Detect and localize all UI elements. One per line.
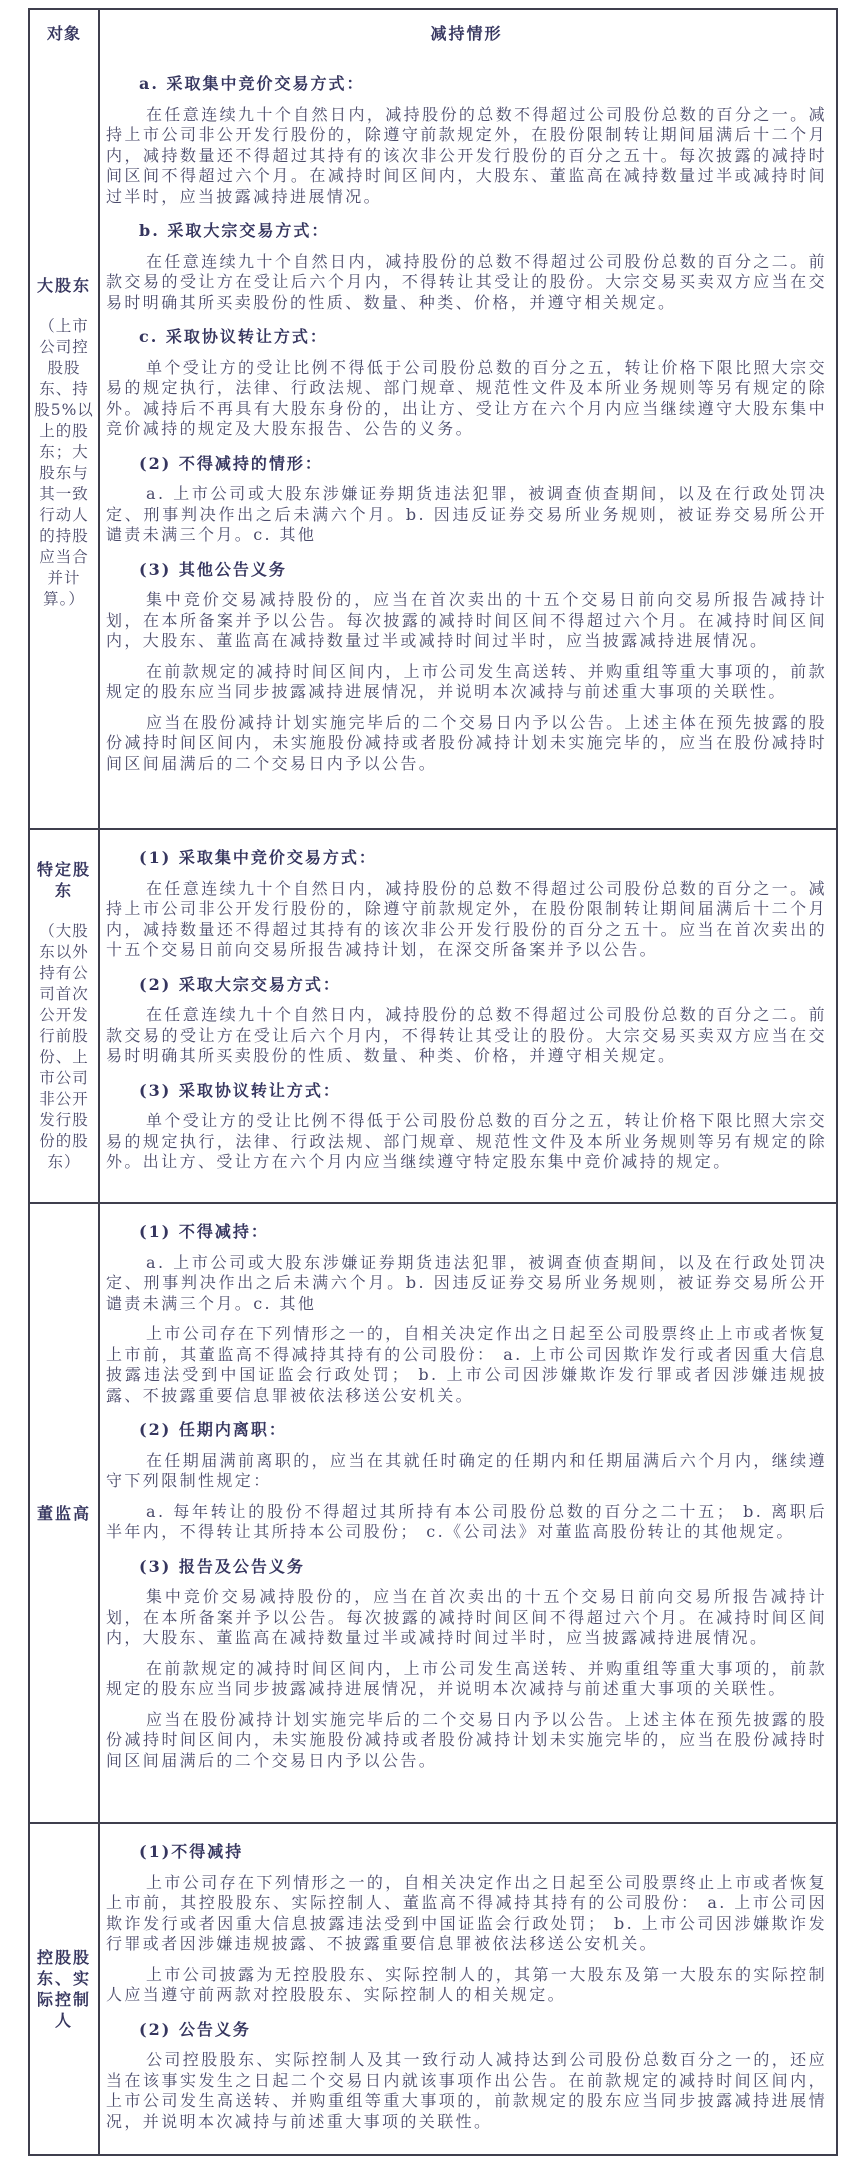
subject-note: （上市公司控股股东、持股5%以上的股东；大股东与其一致行动人的持股应当合并计算。） [34,316,94,608]
subject-name: 大股东 [36,275,91,295]
paragraph: a. 每年转让的股份不得超过其所持有本公司股份总数的百分之二十五； b. 离职后半年内，不得转让其所持本公司股份； c.《公司法》对董监高股份转让的其他规定。 [106,1501,827,1541]
paragraph: 在任意连续九十个自然日内，减持股份的总数不得超过公司股份总数的百分之二。前款交易的受让方在受让后六个月内，不得转让其受让的股份。大宗交易买卖双方应当在交易时明确其所买卖股份的性质、数量、种类、价格，并遵守相关规定。 [106,251,827,312]
paragraph: 在任意连续九十个自然日内，减持股份的总数不得超过公司股份总数的百分之一。减持上市公司非公开发行股份的，除遵守前款规定外，在股份限制转让期间届满后十二个月内，减持数量还不得超过其持有的该次非公开发行股份的百分之五十。应当在首次卖出的十五个交易日前向交易所报告减持计划，在深交所备案并予以公告。 [106,878,827,959]
subject-name: 董监高 [36,1503,91,1523]
situation-cell [100,1204,836,1822]
share-reduction-rules-table [28,8,838,2156]
table-row [30,1202,836,1822]
header-cell-subject: 对象 [30,10,100,56]
section-heading: (1)不得减持 [139,1842,244,1861]
section-heading: (3) 其他公告义务 [139,559,287,579]
paragraph: 在任意连续九十个自然日内，减持股份的总数不得超过公司股份总数的百分之二。前款交易的受让方在受让后六个月内，不得转让其受让的股份。大宗交易买卖双方应当在交易时明确其所买卖股份的性质、数量、种类、价格，并遵守相关规定。 [106,1005,827,1065]
section-heading: a. 采取集中竞价交易方式： [139,74,365,93]
paragraph: 公司控股股东、实际控制人及其一致行动人减持达到公司股份总数百分之一的，还应当在该事实发生之日起二个交易日内就该事项作出公告。在前款规定的减持时间区间内，上市公司发生高送转、并购重组等重大事项的，前款规定的股东应当同步披露减持进展情况，并说明本次减持与前述重大事项的关联性。 [106,2050,827,2131]
paragraph: 单个受让方的受让比例不得低于公司股份总数的百分之五，转让价格下限比照大宗交易的规定执行，法律、行政法规、部门规章、规范性文件及本所业务规则等另有规定的除外。出让方、受让方在六个月内应当继续遵守特定股东集中竞价减持的规定。 [106,1111,827,1171]
subject-cell [30,1824,100,2154]
section-heading: (2) 任期内离职： [139,1420,287,1439]
header-cell-situation: 减持情形 [430,23,503,43]
paragraph: a. 上市公司或大股东涉嫌证券期货违法犯罪，被调查侦查期间，以及在行政处罚决定、刑事判决作出之后未满六个月。b. 因违反证券交易所业务规则，被证券交易所公开谴责未满三个月。c. 其他 [106,1252,827,1313]
paragraph: 集中竞价交易减持股份的，应当在首次卖出的十五个交易日前向交易所报告减持计划，在本所备案并予以公告。每次披露的减持时间区间不得超过六个月。在减持时间区间内，大股东、董监高在减持数量过半或减持时间过半时，应当披露减持进展情况。 [106,590,827,650]
paragraph: 在前款规定的减持时间区间内，上市公司发生高送转、并购重组等重大事项的，前款规定的股东应当同步披露减持进展情况，并说明本次减持与前述重大事项的关联性。 [106,661,827,701]
section-heading: b. 采取大宗交易方式： [139,221,330,240]
table-row [30,828,836,1202]
situation-cell [100,56,836,828]
table-body [30,56,836,2154]
section-heading: (1) 不得减持： [139,1222,269,1241]
section-heading: (3) 采取协议转让方式： [139,1080,341,1100]
table-row [30,1822,836,2154]
situation-cell [100,1824,836,2154]
section-heading: (1) 采取集中竞价交易方式： [139,848,377,867]
paragraph: 上市公司披露为无控股股东、实际控制人的，其第一大股东及第一大股东的实际控制人应当遵守前两款对控股股东、实际控制人的相关规定。 [106,1964,827,2004]
subject-cell [30,1204,100,1822]
paragraph: 应当在股份减持计划实施完毕后的二个交易日内予以公告。上述主体在预先披露的股份减持时间区间内，未实施股份减持或者股份减持计划未实施完毕的，应当在股份减持时间区间届满后的二个交易日内予以公告。 [106,712,827,773]
paragraph: 上市公司存在下列情形之一的，自相关决定作出之日起至公司股票终止上市或者恢复上市前，其控股股东、实际控制人、董监高不得减持其持有的公司股份： a. 上市公司因欺诈发行或者因重大信息披露违法受到中国证监会行政处罚； b. 上市公司因涉嫌欺诈发行罪或者因涉嫌违规披露、不披露重要信息罪被依法移送公安机关。 [106,1872,827,1953]
paragraph: 在任期届满前离职的，应当在其就任时确定的任期内和任期届满后六个月内，继续遵守下列限制性规定： [106,1450,827,1490]
subject-cell [30,830,100,1202]
subject-note: （大股东以外持有公司首次公开发行前股份、上市公司非公开发行股份的股东） [39,922,89,1171]
subject-cell [30,56,100,828]
section-heading: (3) 报告及公告义务 [139,1556,305,1576]
table-header-row [30,10,836,56]
table-row [30,56,836,828]
section-heading: (2) 采取大宗交易方式： [139,974,341,994]
section-heading: c. 采取协议转让方式： [139,327,328,346]
paragraph: 应当在股份减持计划实施完毕后的二个交易日内予以公告。上述主体在预先披露的股份减持时间区间内，未实施股份减持或者股份减持计划未实施完毕的，应当在股份减持时间区间届满后的二个交易日内予以公告。 [106,1709,827,1770]
paragraph: 集中竞价交易减持股份的，应当在首次卖出的十五个交易日前向交易所报告减持计划，在本所备案并予以公告。每次披露的减持时间区间不得超过六个月。在减持时间区间内，大股东、董监高在减持数量过半或减持时间过半时，应当披露减持进展情况。 [106,1587,827,1647]
paragraph: 单个受让方的受让比例不得低于公司股份总数的百分之五，转让价格下限比照大宗交易的规定执行，法律、行政法规、部门规章、规范性文件及本所业务规则等另有规定的除外。减持后不再具有大股东身份的，出让方、受让方在六个月内应当继续遵守大股东集中竞价减持的规定及大股东报告、公告的义务。 [106,357,827,438]
subject-name: 特定股东 [36,860,91,900]
paragraph: 在任意连续九十个自然日内，减持股份的总数不得超过公司股份总数的百分之一。减持上市公司非公开发行股份的，除遵守前款规定外，在股份限制转让期间届满后十二个月内，减持数量还不得超过其持有的该次非公开发行股份的百分之五十。每次披露的减持时间区间不得超过六个月。在减持时间区间内，大股东、董监高在减持数量过半或减持时间过半时，应当披露减持进展情况。 [106,104,827,206]
section-heading: (2) 不得减持的情形： [139,453,323,473]
paragraph: 上市公司存在下列情形之一的，自相关决定作出之日起至公司股票终止上市或者恢复上市前，其董监高不得减持其持有的公司股份： a. 上市公司因欺诈发行或者因重大信息披露违法受到中国证监会行政处罚； b. 上市公司因涉嫌欺诈发行罪或者因涉嫌违规披露、不披露重要信息罪被依法移送公安机关。 [106,1324,827,1405]
section-heading: (2) 公告义务 [139,2019,251,2039]
paragraph: a. 上市公司或大股东涉嫌证券期货违法犯罪，被调查侦查期间，以及在行政处罚决定、刑事判决作出之后未满六个月。b. 因违反证券交易所业务规则，被证券交易所公开谴责未满三个月。c. 其他 [106,484,827,544]
paragraph: 在前款规定的减持时间区间内，上市公司发生高送转、并购重组等重大事项的，前款规定的股东应当同步披露减持进展情况，并说明本次减持与前述重大事项的关联性。 [106,1658,827,1698]
situation-cell [100,830,836,1202]
subject-name: 控股股东、实际控制人 [36,1948,91,2030]
